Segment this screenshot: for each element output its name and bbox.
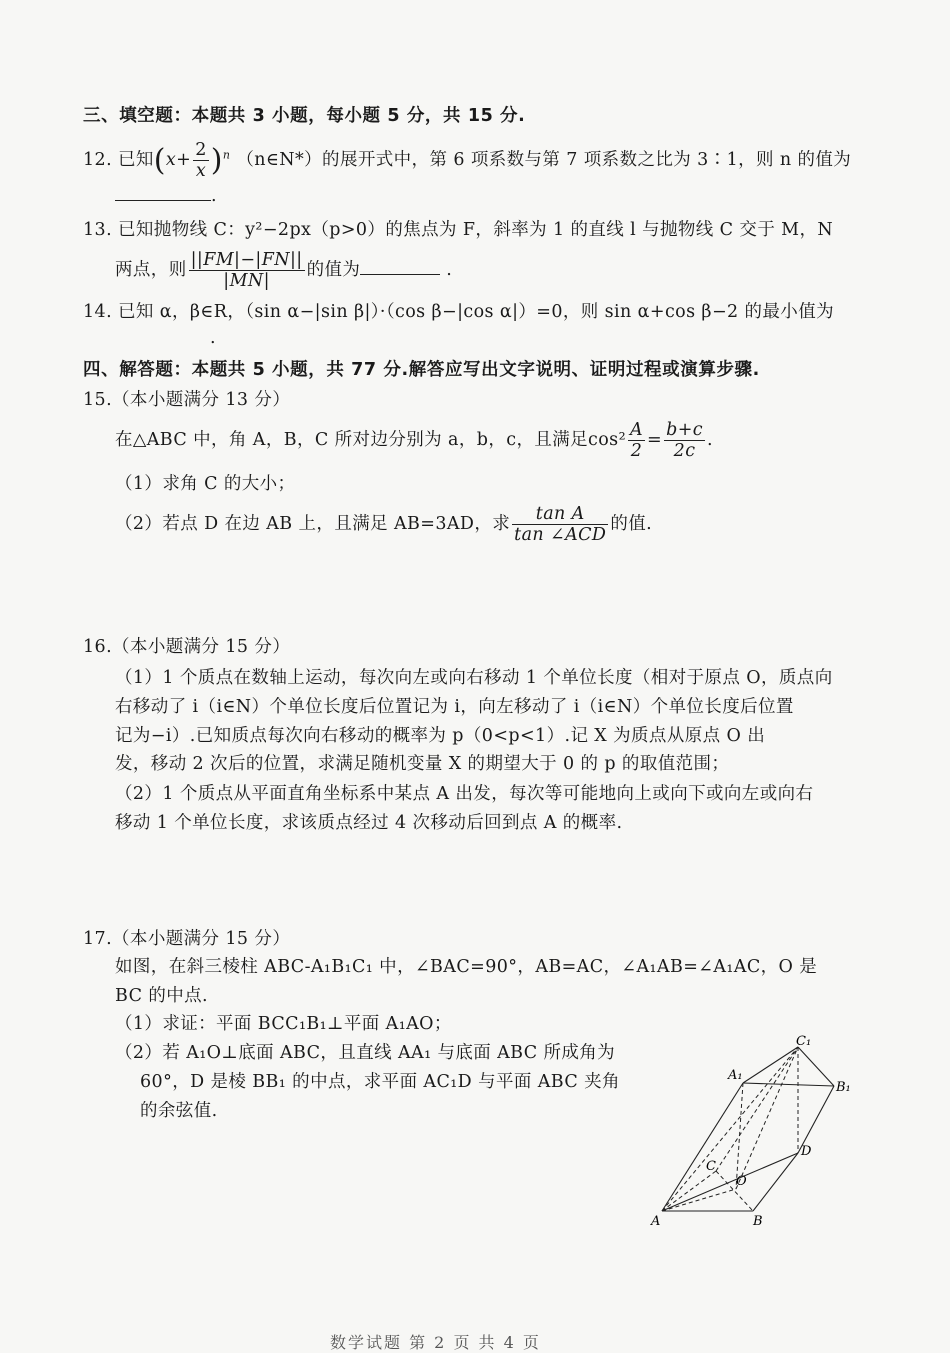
q15-title: 15.（本小题满分 13 分）	[83, 390, 291, 410]
section4-heading: 四、解答题：本题共 5 小题，共 77 分.解答应写出文字说明、证明过程或演算步骤.	[83, 360, 760, 380]
q12-lead: 12. 已知	[83, 150, 154, 171]
q15-stem: 在△ABC 中，角 A，B，C 所对边分别为 a，b，c，且满足cos² $\frac{A}{2}$ = $\frac{b+c}{2c}$ .	[115, 420, 713, 462]
q16-line3: 记为−i）.已知质点每次向右移动的概率为 p（0<p<1）.记 X 为质点从原点 O 出	[115, 726, 766, 746]
label-B: B	[753, 1214, 763, 1229]
q15-part2-fraction: $\frac{\text{tan A}}{\text{tan ∠ACD}}$	[514, 504, 607, 546]
q17-line1: 如图，在斜三棱柱 ABC-A₁B₁C₁ 中，∠BAC=90°，AB=AC，∠A₁AB=∠A₁AC，O 是	[115, 957, 818, 977]
question-14-line1: 14. 已知 α，β∈R，（sin α−|sin β|）·（cos β−|cos α|）=0，则 sin α+cos β−2 的最小值为	[83, 302, 835, 322]
q16-line6: 移动 1 个单位长度，求该质点经过 4 次移动后回到点 A 的概率.	[115, 813, 623, 833]
edge-A1B1	[743, 1083, 834, 1086]
q12-fraction: $\frac{2}{x}$	[195, 140, 207, 182]
q12-answer-blank: .	[115, 186, 217, 206]
question-13-line2: 两点，则 $\frac{||FM|-|FN||}{|MN|}$ 的值为 .	[115, 250, 453, 292]
edge-CC1	[716, 1047, 798, 1171]
q12-power: n	[222, 148, 231, 162]
q16-line2: 右移动了 i（i∈N）个单位长度后位置记为 i，向左移动了 i（i∈N）个单位长度后位置	[115, 697, 794, 717]
label-D: D	[801, 1144, 812, 1159]
question-13-line1: 13. 已知抛物线 C：y²−2px（p>0）的焦点为 F，斜率为 1 的直线 l 与抛物线 C 交于 M，N	[83, 220, 834, 240]
edge-B-D	[753, 1153, 798, 1211]
q13-fraction: $\frac{||FM|-|FN||}{|MN|}$	[190, 250, 303, 292]
q17-line3: （1）求证：平面 BCC₁B₁⊥平面 A₁AO；	[115, 1014, 452, 1034]
edge-AA1	[662, 1083, 743, 1211]
q16-line5: （2）1 个质点从平面直角坐标系中某点 A 出发，每次等可能地向上或向下或向左或向右	[115, 784, 814, 804]
label-B1: B₁	[836, 1080, 851, 1095]
q16-line4: 发，移动 2 次后的位置，求满足随机变量 X 的期望大于 0 的 p 的取值范围；	[115, 754, 730, 774]
q17-line2: BC 的中点.	[115, 986, 208, 1006]
q16-title: 16.（本小题满分 15 分）	[83, 637, 291, 657]
q15-part1: （1）求角 C 的大小；	[115, 474, 296, 494]
label-C: C	[706, 1159, 716, 1174]
q17-line4: （2）若 A₁O⊥底面 ABC，且直线 AA₁ 与底面 ABC 所成角为	[115, 1043, 616, 1063]
edge-CB	[716, 1171, 753, 1211]
q14-end: .	[210, 328, 216, 348]
question-12: 12. 已知(x+ $\frac{2}{x}$ )$^n$ （n∈N*）的展开式中，第 6 项系数与第 7 项系数之比为 3∶1，则 n 的值为	[83, 140, 852, 182]
q16-line1: （1）1 个质点在数轴上运动，每次向左或向右移动 1 个单位长度（相对于原点 O，质点向	[115, 668, 833, 688]
q12-condition: （n∈N*）的展开式中，第 6 项系数与第 7 项系数之比为 3∶1，则 n 的值为	[236, 150, 852, 171]
section3-heading: 三、填空题：本题共 3 小题，每小题 5 分，共 15 分.	[83, 106, 526, 126]
q17-title: 17.（本小题满分 15 分）	[83, 929, 291, 949]
q15-frac1: $\frac{A}{2}$	[629, 420, 644, 462]
q15-part2: （2）若点 D 在边 AB 上，且满足 AB=3AD，求 $\frac{\text{tan A}}{\text{tan ∠ACD}}$ 的值.	[115, 504, 653, 546]
edge-C1B1	[798, 1047, 834, 1086]
label-O: O	[736, 1174, 747, 1189]
oblique-prism-figure	[648, 1033, 851, 1233]
q12-expr: x+	[165, 150, 192, 171]
edge-D-B1	[798, 1086, 834, 1153]
segment-AD	[662, 1153, 798, 1211]
q17-line6: 的余弦值.	[140, 1101, 218, 1121]
label-A1: A₁	[728, 1068, 743, 1083]
label-C1: C₁	[796, 1034, 812, 1049]
segment-OC1	[736, 1047, 798, 1189]
label-A: A	[651, 1214, 661, 1229]
page-footer: 数学试题 第 2 页 共 4 页	[330, 1333, 541, 1352]
q17-line5: 60°，D 是棱 BB₁ 的中点，求平面 AC₁D 与平面 ABC 夹角	[140, 1072, 620, 1092]
segment-AO	[662, 1189, 736, 1211]
q15-frac2: $\frac{b+c}{2c}$	[666, 420, 703, 462]
